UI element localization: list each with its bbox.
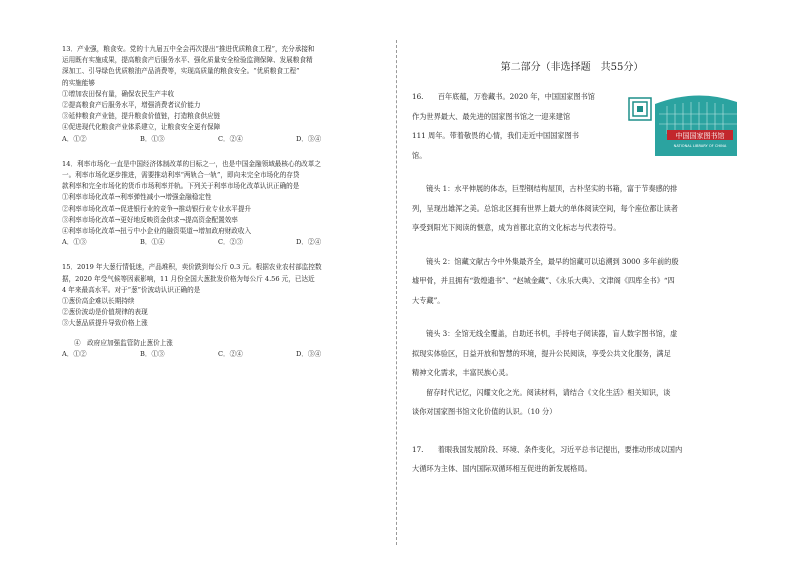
question-17: [412, 440, 732, 479]
q14-option-b: B．①④: [140, 238, 165, 247]
q16-shot1-line: 镜头 1：水平伸展的体态，巨型钢结构屋顶，古朴坚实的书箱，富于节奏感的排: [426, 184, 678, 193]
q16-shot3-line: 镜头 3：全馆无线全覆盖，自助还书机，手持电子阅读器，盲人数字图书馆，虚: [426, 329, 678, 338]
q16-shot3-line: 精神文化需求，丰富民族心灵。: [412, 368, 513, 377]
q16-shot2-line: 墟甲骨，并且拥有“敦煌遗书”、“赵城金藏”、《永乐大典》、文津阁《四库全书》“四: [412, 276, 675, 285]
q14-stem-line: 14．利率市场化一直是中国经济体制改革的目标之一，也是中国金融领域最核心的改革之: [62, 159, 321, 168]
q15-stem-line: 15．2019 年大葱行情低迷，产品堆积，卖价跌到每公斤 0.3 元。根据农业农村部监控数: [62, 263, 322, 272]
q16-intro-line: 作为世界最大、最先进的国家图书馆之一迎来建馆: [412, 111, 571, 121]
column-divider: [396, 40, 397, 545]
q15-item: ③大葱品质提升导致价格上涨: [62, 319, 148, 328]
q16-intro-line: 111 周年。带着敬畏的心情，我们走近中国国家图书: [412, 131, 579, 140]
q14-options: [62, 237, 392, 248]
q15-option-a: A．①②: [62, 349, 87, 358]
q16-shot1-line: 享受到阳光下阅读的惬意，成为首都北京的文化标志与代表符号。: [412, 223, 621, 232]
q16-shot2-line: 镜头 2：馆藏文献古今中外集最齐全，最早的馆藏可以追溯到 3000 多年前的殷: [426, 256, 679, 266]
q16-intro-line: 16. 百年底蕴，万卷藏书。2020 年，中国国家图书馆: [412, 92, 595, 101]
q13-option-c: C．②④: [218, 134, 243, 143]
q14-item: ③利率市场化改革→更好地反映资金供求→提高资金配置效率: [62, 215, 238, 224]
logo-text: 中国国家图书馆: [675, 132, 725, 140]
left-column: [62, 44, 392, 360]
question-15: [62, 262, 392, 360]
q16-intro-line: 馆。: [412, 150, 427, 160]
q13-options: [62, 134, 392, 145]
q14-stem-line: 一。利率市场化逐步推进，需要推动利率“两轨合一轨”，即向未完全市场化的存贷: [62, 171, 300, 180]
q17-line: 大循环为主体、国内国际双循环相互促进的新发展格局。: [412, 464, 592, 473]
national-library-logo-image: [627, 94, 737, 156]
q13-item: ②提高粮食产后服务水平，增强消费者议价能力: [62, 101, 201, 110]
q13-item: ④促进现代化粮食产业体系建立，让粮食安全更有保障: [62, 123, 221, 132]
q13-item: ①增加农田保有量，确保农民生产丰收: [62, 89, 175, 98]
q15-options: [62, 349, 392, 360]
q14-item: ①利率市场化改革→利率弹性减小→增强金融稳定性: [62, 193, 212, 202]
q13-stem-line: 的实施能够: [62, 78, 95, 87]
q15-stem-line: 4 年来最高水平。对于“葱”价波动认识正确的是: [62, 285, 201, 294]
q13-stem-line: 运用既有实施成果，提高粮食产后服务水平、强化质量安全检验监测保障、发展粮食精: [62, 56, 313, 65]
q14-option-d: D．②④: [296, 238, 322, 247]
question-14: [62, 159, 392, 249]
q14-item: ②利率市场化改革→促进银行业的竞争→推动银行业专业水平提升: [62, 204, 252, 213]
q15-option-b: B．①③: [140, 349, 165, 358]
q15-item: ④ 政府应加强监管防止葱价上涨: [74, 338, 173, 347]
q14-stem-line: 款利率和完全市场化的货币市场利率并轨。下列关于利率市场化改革认识正确的是: [62, 182, 300, 191]
q13-stem-line: 13．产业强，粮食安。党的十九届五中全会再次提出“推进优质粮食工程”，充分承接和: [62, 45, 315, 53]
logo-subtext: NATIONAL LIBRARY OF CHINA: [673, 144, 727, 148]
q16-task-line: 谈你对国家图书馆文化价值的认识。（10 分）: [412, 407, 557, 416]
q13-stem-line: 深加工、引导绿色优质粮油产品消费等，实现高质量的粮食安全。“优质粮食工程”: [62, 67, 300, 76]
q16-shot1-line: 列，呈现出雄浑之美。总馆北区拥有世界上最大的单体阅读空间，每个座位都让读者: [412, 203, 678, 213]
q17-line: 17. 着眼我国发展阶段、环境、条件变化，习近平总书记提出，要推动形成以国内: [412, 444, 683, 454]
section-title: 第二部分（非选择题 共55分）: [500, 62, 644, 73]
q16-task-line: 留存时代记忆，闪耀文化之光。阅读材料，请结合《文化生活》相关知识，谈: [426, 387, 671, 397]
q14-option-c: C．②③: [218, 238, 243, 247]
q13-item: ③延伸粮食产业链，提升粮食价值链，打造粮食供应链: [62, 112, 221, 121]
question-13: [62, 44, 392, 145]
q14-option-a: A．①③: [62, 238, 87, 247]
q15-item: ②葱价波动是价值规律的表现: [62, 308, 148, 317]
q16-shot2-line: 大专藏”。: [412, 295, 445, 305]
q15-option-c: C．②④: [218, 349, 243, 358]
q13-option-d: D．③④: [296, 134, 322, 143]
q14-item: ④利率市场化改革→扭亏中小企业的融资渠道→增加政府财政收入: [62, 227, 252, 236]
q15-stem-line: 据，2020 年受气候等因素影响，11 月份全国大葱批发价格为每公斤 4.56 元，已达近: [62, 274, 315, 283]
q13-option-b: B．①③: [140, 134, 165, 143]
q15-item: ①葱价高企难以长期持续: [62, 297, 135, 306]
q13-option-a: A．①②: [62, 134, 87, 143]
q15-option-d: D．③④: [296, 349, 322, 358]
q16-shot3-line: 拟现实体验区，日益开放和智慧的环境，提升公民阅读，享受公共文化服务，满足: [412, 348, 671, 358]
